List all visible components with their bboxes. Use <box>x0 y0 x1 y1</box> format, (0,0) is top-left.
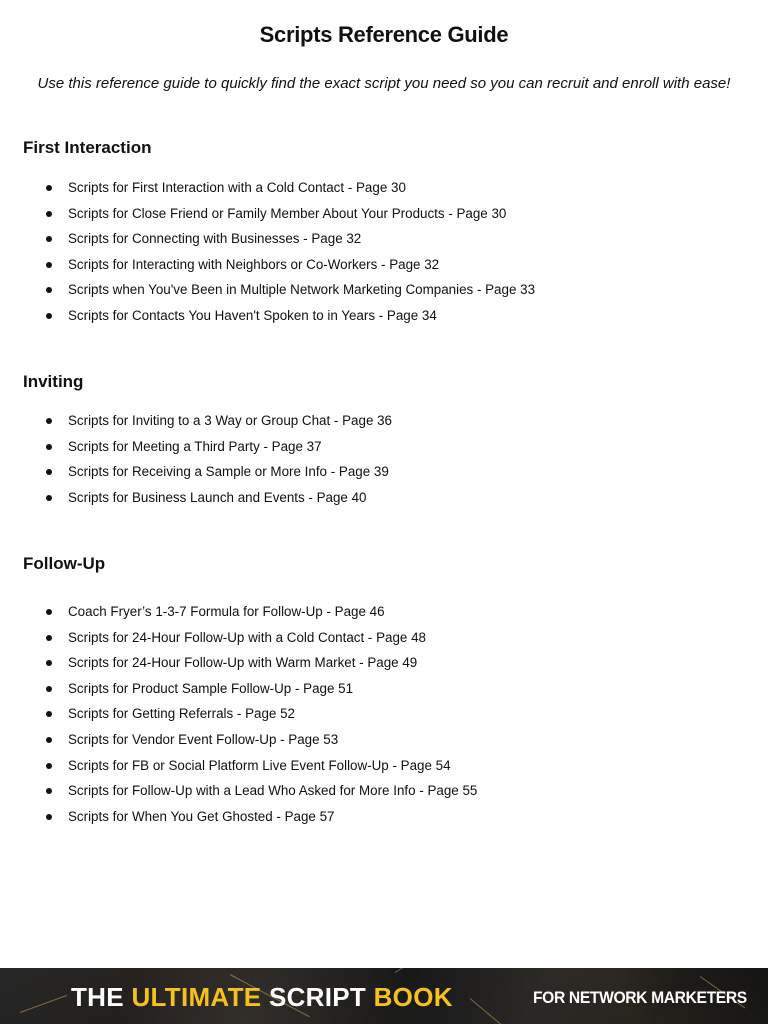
bullet-icon <box>46 763 52 769</box>
bullet-icon <box>46 418 52 424</box>
page-title: Scripts Reference Guide <box>259 22 509 47</box>
list-item-text: Scripts for Product Sample Follow-Up - Page 51 <box>68 680 354 696</box>
script-list <box>23 175 768 329</box>
bullet-icon <box>46 469 52 475</box>
list-item <box>23 434 768 460</box>
section-first-interaction <box>23 136 768 329</box>
marble-vein <box>20 995 67 1013</box>
list-item <box>23 753 768 779</box>
section-inviting <box>23 370 768 510</box>
list-item-text: Scripts when You've Been in Multiple Network Marketing Companies - Page 33 <box>68 282 536 298</box>
section-follow-up <box>23 552 768 829</box>
list-item-text: Scripts for Business Launch and Events - Page 40 <box>68 489 367 505</box>
page-subtitle: Use this reference guide to quickly find the exact script you need so you can recruit and enroll with ease! <box>37 75 731 92</box>
bullet-icon <box>46 262 52 268</box>
bullet-icon <box>46 287 52 293</box>
list-item-text: Scripts for Meeting a Third Party - Page 37 <box>68 438 322 454</box>
script-list <box>23 599 768 829</box>
list-item-text: Scripts for Follow-Up with a Lead Who Asked for More Info - Page 55 <box>68 783 478 799</box>
list-item-text: Coach Fryer’s 1-3-7 Formula for Follow-Up - Page 46 <box>68 604 385 619</box>
list-item <box>23 408 768 434</box>
bullet-icon <box>46 635 52 641</box>
section-heading: Inviting <box>23 372 84 391</box>
list-item-text: Scripts for 24-Hour Follow-Up with Warm Market - Page 49 <box>68 655 418 671</box>
bullet-icon <box>46 609 52 615</box>
list-item-text: Scripts for Inviting to a 3 Way or Group Chat - Page 36 <box>68 413 393 428</box>
list-item-text: Scripts for 24-Hour Follow-Up with a Cold Contact - Page 48 <box>68 629 426 645</box>
bullet-icon <box>46 236 52 242</box>
list-item <box>23 625 768 651</box>
list-item-text: Scripts for Receiving a Sample or More Info - Page 39 <box>68 464 389 480</box>
list-item <box>23 778 768 804</box>
list-item-text: Scripts for Interacting with Neighbors or Co-Workers - Page 32 <box>68 256 440 272</box>
list-item <box>23 485 768 511</box>
section-heading: Follow-Up <box>23 554 106 573</box>
script-list <box>23 408 768 510</box>
list-item <box>23 201 768 227</box>
list-item-text: Scripts for When You Get Ghosted - Page 57 <box>68 808 335 824</box>
brand-logo-title <box>71 982 453 1012</box>
list-item <box>23 650 768 676</box>
list-item-text: Scripts for First Interaction with a Cold Contact - Page 30 <box>68 180 406 195</box>
brand-word: THE <box>71 982 132 1012</box>
bullet-icon <box>46 185 52 191</box>
list-item <box>23 599 768 625</box>
bullet-icon <box>46 737 52 743</box>
section-heading: First Interaction <box>23 138 152 157</box>
list-item <box>23 252 768 278</box>
bullet-icon <box>46 444 52 450</box>
list-item-text: Scripts for Connecting with Businesses - Page 32 <box>68 231 362 247</box>
brand-word-highlight: ULTIMATE <box>131 982 269 1012</box>
list-item <box>23 226 768 252</box>
list-item <box>23 701 768 727</box>
brand-word-highlight: BOOK <box>373 982 453 1012</box>
bullet-icon <box>46 660 52 666</box>
list-item-text: Scripts for FB or Social Platform Live Event Follow-Up - Page 54 <box>68 757 451 773</box>
brand-word: SCRIPT <box>268 982 374 1012</box>
marble-vein <box>395 968 455 973</box>
footer-banner <box>0 968 768 1024</box>
bullet-icon <box>46 313 52 319</box>
list-item-text: Scripts for Close Friend or Family Member About Your Products - Page 30 <box>68 205 507 221</box>
list-item <box>23 459 768 485</box>
brand-tagline: FOR NETWORK MARKETERS <box>533 988 747 1007</box>
bullet-icon <box>46 711 52 717</box>
list-item-text: Scripts for Contacts You Haven't Spoken to in Years - Page 34 <box>68 307 437 323</box>
list-item-text: Scripts for Vendor Event Follow-Up - Page 53 <box>68 731 339 747</box>
bullet-icon <box>46 686 52 692</box>
bullet-icon <box>46 788 52 794</box>
marble-vein <box>470 998 517 1024</box>
list-item-text: Scripts for Getting Referrals - Page 52 <box>68 706 295 722</box>
bullet-icon <box>46 495 52 501</box>
list-item <box>23 727 768 753</box>
list-item <box>23 676 768 702</box>
list-item <box>23 804 768 830</box>
bullet-icon <box>46 814 52 820</box>
list-item <box>23 277 768 303</box>
list-item <box>23 303 768 329</box>
list-item <box>23 175 768 201</box>
bullet-icon <box>46 211 52 217</box>
